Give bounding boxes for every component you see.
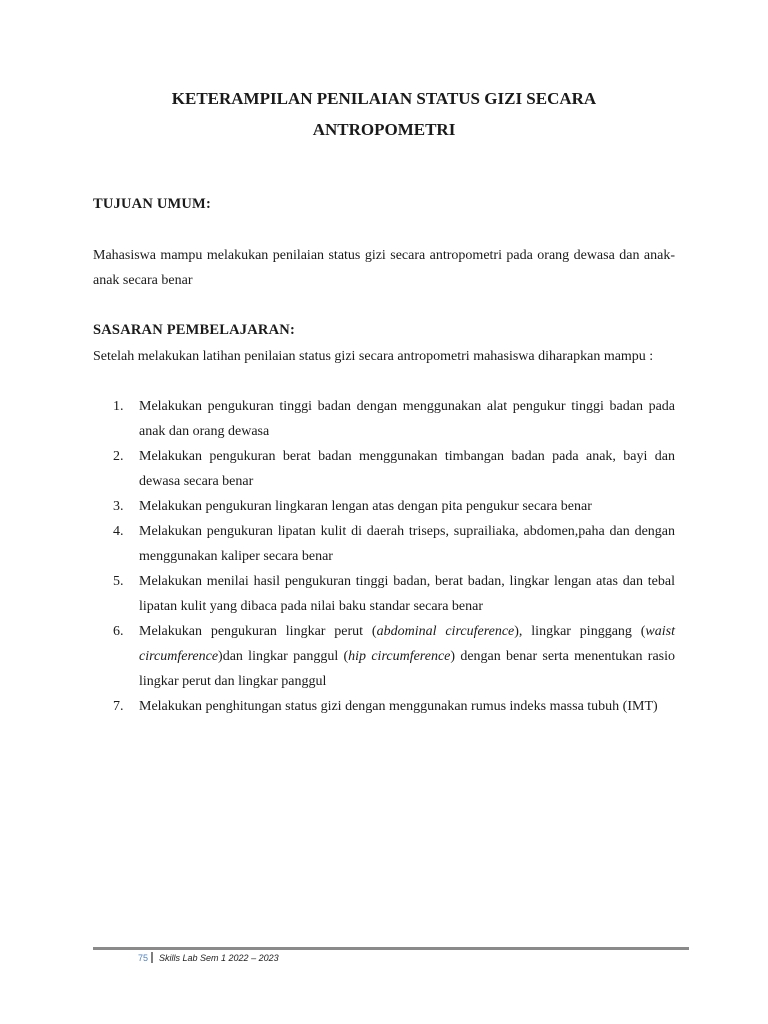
- list-item-number: 4.: [113, 524, 124, 539]
- list-item-text: Melakukan pengukuran berat badan menggunakan timbangan badan pada anak, bayi dan dewasa secara benar: [139, 449, 675, 489]
- list-item-text: Melakukan penghitungan status gizi dengan menggunakan rumus indeks massa tubuh (IMT): [139, 699, 658, 714]
- title-line-2: ANTROPOMETRI: [312, 120, 456, 139]
- tujuan-umum-heading: TUJUAN UMUM:: [93, 196, 211, 212]
- tujuan-umum-text: Mahasiswa mampu melakukan penilaian status gizi secara antropometri pada orang dewasa dan anak-anak secara benar: [93, 248, 675, 288]
- text-segment: ) dengan benar serta menentukan rasio lingkar perut dan lingkar panggul: [139, 649, 676, 689]
- text-segment: )dan lingkar panggul (: [218, 649, 349, 664]
- list-item-text: Melakukan pengukuran tinggi badan dengan menggunakan alat pengukur tinggi badan pada anak dan orang dewasa: [139, 399, 675, 439]
- list-item: [93, 494, 675, 519]
- title-line-1: KETERAMPILAN PENILAIAN STATUS GIZI SECARA: [171, 89, 597, 108]
- list-item-text: [139, 619, 675, 694]
- page-footer: [138, 952, 279, 963]
- italic-term-abdominal: abdominal circuference: [376, 624, 515, 639]
- list-item: [93, 444, 675, 494]
- text-segment: Melakukan pengukuran lingkar perut (: [139, 624, 377, 639]
- list-item-number: 3.: [113, 499, 124, 514]
- italic-term-hip: hip circumference: [348, 649, 451, 664]
- list-item-number: 6.: [113, 624, 124, 639]
- italic-term-waist: waist circumference: [139, 624, 675, 664]
- document-title: [93, 85, 675, 143]
- list-item-text: Melakukan menilai hasil pengukuran tinggi badan, berat badan, lingkar lengan atas dan tebal lipatan kulit yang dibaca pada nilai baku standar secara benar: [139, 574, 675, 614]
- list-item-text: Melakukan pengukuran lipatan kulit di daerah triseps, suprailiaka, abdomen,paha dan dengan menggunakan kaliper secara benar: [139, 524, 675, 564]
- footer-separator: [151, 952, 153, 963]
- list-item-number: 5.: [113, 574, 124, 589]
- list-item-number: 2.: [113, 449, 124, 464]
- page-number: 75: [138, 952, 149, 963]
- list-item: [93, 569, 675, 619]
- learning-objectives-list: [93, 394, 675, 719]
- sasaran-heading: SASARAN PEMBELAJARAN:: [93, 322, 295, 338]
- list-item: [93, 694, 675, 719]
- list-item-number: 1.: [113, 399, 124, 414]
- list-item: [93, 619, 675, 694]
- footer-divider: [93, 947, 689, 950]
- list-item-text: Melakukan pengukuran lingkaran lengan atas dengan pita pengukur secara benar: [139, 499, 592, 514]
- text-segment: ), lingkar pinggang (: [514, 624, 646, 639]
- list-item: [93, 394, 675, 444]
- footer-text: Skills Lab Sem 1 2022 – 2023: [159, 952, 279, 963]
- list-item-number: 7.: [113, 699, 124, 714]
- list-item: [93, 519, 675, 569]
- sasaran-intro: Setelah melakukan latihan penilaian status gizi secara antropometri mahasiswa diharapkan mampu :: [93, 349, 654, 364]
